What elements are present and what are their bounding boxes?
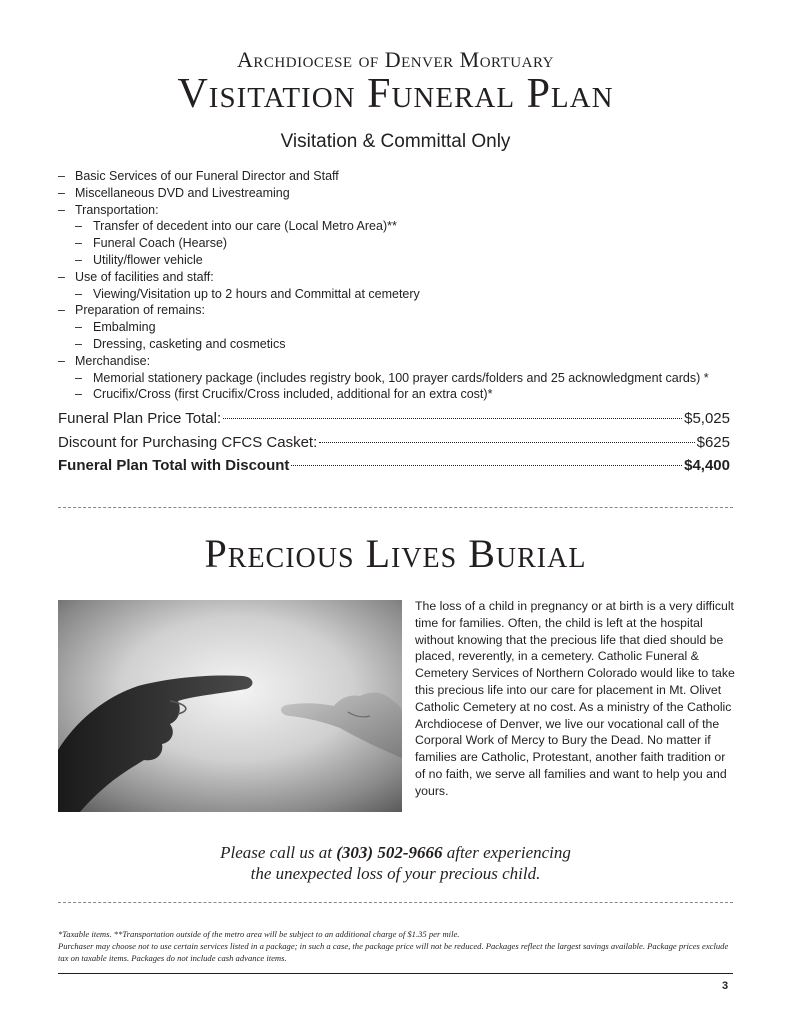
- service-sub-item: – Utility/flower vehicle: [58, 252, 748, 269]
- leader-dots: [223, 418, 682, 419]
- service-item: – Use of facilities and staff:: [58, 269, 748, 286]
- service-item: – Preparation of remains:: [58, 302, 748, 319]
- footnote-packages: Purchaser may choose not to use certain services listed in a package; in such a case, the package price will not be reduced. Packages reflect the largest savings available. Package prices exclude tax on taxable items. Packages do not include cash advance items.: [58, 941, 729, 963]
- service-sub-item: – Transfer of decedent into our care (Local Metro Area)**: [58, 218, 748, 235]
- phone-number: (303) 502-9666: [336, 843, 443, 862]
- price-discount-label: Discount for Purchasing CFCS Casket:: [58, 433, 318, 451]
- cta-text-before: Please call us at: [220, 843, 337, 862]
- page-number: 3: [722, 980, 729, 992]
- page-title: Visitation Funeral Plan: [177, 71, 614, 117]
- price-row-total: [58, 410, 730, 434]
- cta-line-2: the unexpected loss of your precious child.: [250, 864, 541, 883]
- price-row-discount: [58, 434, 730, 458]
- service-sub-item: – Embalming: [58, 319, 748, 336]
- service-sub-item: – Dressing, casketing and cosmetics: [58, 336, 748, 353]
- service-item: – Miscellaneous DVD and Livestreaming: [58, 185, 748, 202]
- service-item: – Basic Services of our Funeral Director and Staff: [58, 168, 748, 185]
- cta-line-1: [0, 842, 791, 863]
- services-list: [58, 168, 748, 403]
- page-subtitle: Visitation & Committal Only: [280, 131, 511, 152]
- footnote-taxable: *Taxable items. **Transportation outside of the metro area will be subject to an additional charge of $1.35 per mile.: [58, 929, 460, 939]
- org-name: Archdiocese of Denver Mortuary: [237, 47, 554, 72]
- service-item: – Transportation:: [58, 202, 748, 219]
- price-discount-amount: $625: [696, 433, 730, 451]
- price-total-label: Funeral Plan Price Total:: [58, 410, 222, 427]
- bottom-rule: [58, 973, 733, 974]
- burial-section-title: Precious Lives Burial: [204, 531, 587, 576]
- cta-text-after: after experiencing: [442, 843, 571, 862]
- service-sub-item: – Funeral Coach (Hearse): [58, 235, 748, 252]
- leader-dots: [291, 465, 682, 466]
- section-divider: [58, 507, 733, 508]
- footnotes: [58, 928, 733, 964]
- service-sub-item: – Crucifix/Cross (first Crucifix/Cross included, additional for an extra cost)*: [58, 386, 748, 403]
- reaching-hands-photo: [58, 600, 402, 812]
- service-item: – Merchandise:: [58, 353, 748, 370]
- footer-divider: [58, 902, 733, 903]
- price-final-label: Funeral Plan Total with Discount: [58, 457, 290, 474]
- service-sub-item: – Viewing/Visitation up to 2 hours and Committal at cemetery: [58, 286, 748, 303]
- price-row-final: [58, 457, 730, 481]
- price-summary: [58, 410, 730, 481]
- burial-description: The loss of a child in pregnancy or at birth is a very difficult time for families. Often, the child is left at the hospital without knowing that the precious life that died should be placed, reverently, in a cemetery. Catholic Funeral & Cemetery Services of Northern Colorado would like to take this precious life into our care for placement in Mt. Olivet Catholic Cemetery at no cost. As a ministry of the Catholic Archdiocese of Denver, we live our vocational call of the Corporal Work of Mercy to Bury the Dead. No matter if families are Catholic, Protestant, another faith tradition or of no faith, we serve all families and want to help you and yours.: [415, 599, 735, 798]
- service-sub-item: – Memorial stationery package (includes registry book, 100 prayer cards/folders and 25 acknowledgment cards) *: [58, 370, 748, 387]
- call-to-action: [0, 842, 791, 884]
- price-final-amount: $4,400: [684, 457, 730, 474]
- price-total-amount: $5,025: [684, 410, 730, 427]
- leader-dots: [319, 442, 694, 443]
